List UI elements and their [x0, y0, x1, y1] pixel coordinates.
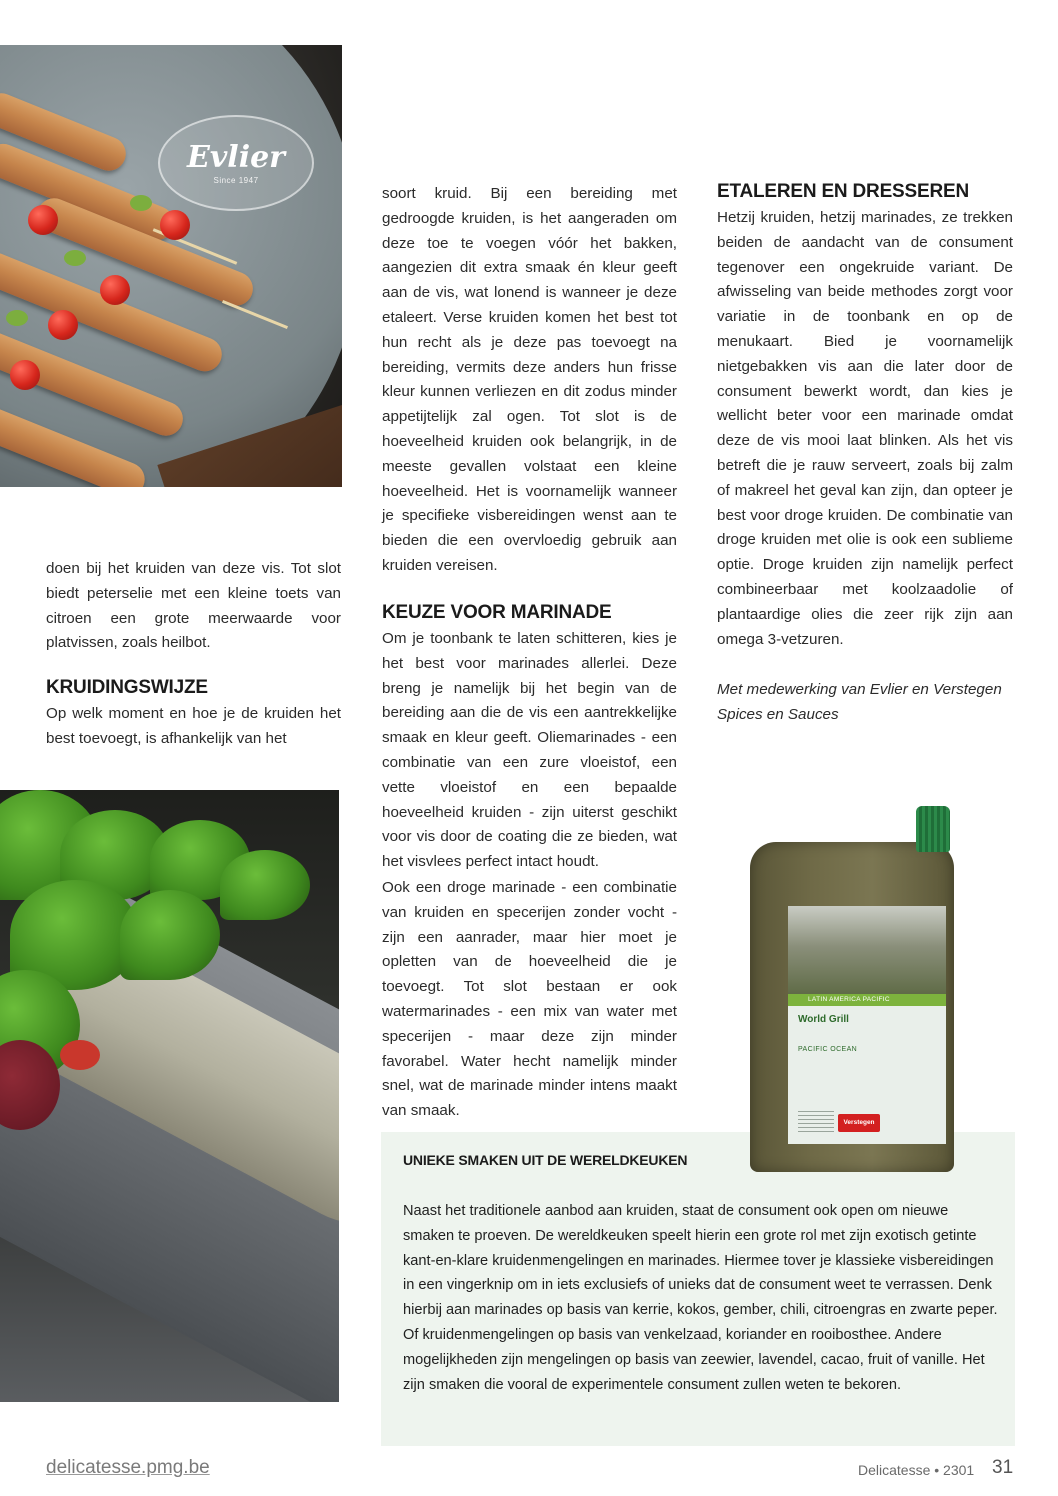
cherry-tomato: [100, 275, 130, 305]
page-number: 31: [992, 1457, 1014, 1478]
middle-paragraph-2: Om je toonbank te laten schitteren, kies je het best voor marinades allerlei. Deze breng je namelijk bij het begin van de bereiding aan die de vis een aantrekkelijke smaak en kleur geeft. Oliemarinades - een combinatie van een zure vloeistof, een vette vloeistof en een bepaalde hoeveelheid kruiden - zijn uiterst geschikt voor vis door de coating die ze bieden, wat het visvlees perfect intact houdt.: [382, 630, 677, 871]
herb-leaf: [130, 195, 152, 211]
middle-paragraph-1: soort kruid. Bij een bereiding met gedroogde kruiden, is het aangeraden om deze toe te voegen vóór het bakken, aangezien dit extra smaak én kleur geeft aan de vis, wat lonend is wanneer je deze etaleert. Verse kruiden komen het best tot hun recht als je deze pas toevoegt na bereiding, vermits deze anders hun frisse kleur kunnen verliezen en dit zodus minder appetijtelijk zal ogen. Tot slot is de hoeveelheid kruiden ook belangrijk, in de meeste gevallen volstaat een kleine hoeveelheid. Het is voornamelijk wanneer je specifieke visbereidingen wenst aan te bieden die een overvloedig gebruik aan kruiden vereisen.: [382, 185, 677, 574]
salad-leaf: [220, 850, 310, 920]
jerrycan-cap: [916, 806, 950, 852]
product-variant: PACIFIC OCEAN: [798, 1046, 858, 1053]
info-box: [381, 1132, 1015, 1446]
logo-since: Since 1947: [213, 175, 259, 185]
product-label: [788, 906, 946, 1144]
credit-line: Met medewerking van Evlier en Verstegen Spices en Sauces: [717, 681, 1002, 723]
herb-leaf: [64, 250, 86, 266]
label-fine-print: [798, 1111, 834, 1133]
logo-brand: Evlier: [187, 139, 285, 175]
middle-paragraph-3: Ook een droge marinade - een combinatie van kruiden en specerijen zonder vocht - zijn een aanrader, maar hier moet je opletten van de hoeveelheid die je toevoegt. Tot slot bestaan er ook watermarinades - een mix van water met specerijen - maar deze zijn minder favorabel. Water hecht namelijk minder snel, wat de marinade minder intens maakt van smaak.: [382, 879, 677, 1120]
machu-picchu-image: [788, 906, 946, 996]
right-paragraph: Hetzij kruiden, hetzij marinades, ze trekken beiden de aandacht van de consument tegenover een ongekruide variant. De afwisseling van beide methodes zorgt voor variatie in de toonbank en op de menukaart. Bied je voornamelijk nietgebakken vis aan die later door de consument bewerkt wordt, dan kies je wellicht beter voor een marinade omdat deze de vis mooi laat blinken. Als het vis betreft die je rauw serveert, zoals bij zalm of makreel het geval kan zijn, dan opteer je best voor droge kruiden. De combinatie van droge kruiden met olie is ook een sublieme optie. Droge kruiden zijn namelijk perfect combineerbaar met koolzaadolie of plantaardige olies die zeer rijk zijn aan omega 3-vetzuren.: [717, 209, 1013, 648]
info-box-title: UNIEKE SMAKEN UIT DE WERELDKEUKEN: [403, 1152, 688, 1168]
footer-url[interactable]: delicatesse.pmg.be: [46, 1457, 210, 1478]
salad-leaf: [120, 890, 220, 980]
product-band: LATIN AMERICA PACIFIC: [788, 994, 946, 1006]
chili-piece: [60, 1040, 100, 1070]
cherry-tomato: [28, 205, 58, 235]
photo-fish-with-greens: [0, 790, 339, 1402]
cherry-tomato: [10, 360, 40, 390]
cherry-tomato: [48, 310, 78, 340]
product-jerrycan: [748, 806, 956, 1174]
photo-shrimp-skewers: [0, 45, 342, 487]
product-name: World Grill: [798, 1014, 849, 1025]
verstegen-logo: Verstegen: [838, 1114, 880, 1132]
evlier-logo: [158, 115, 314, 211]
heading-keuze-voor-marinade: KEUZE VOOR MARINADE: [382, 602, 612, 623]
cherry-tomato: [160, 210, 190, 240]
left-paragraph: Op welk moment en hoe je de kruiden het best toevoegt, is afhankelijk van het: [46, 705, 341, 747]
info-box-text: Naast het traditionele aanbod aan kruiden, staat de consument ook open om nieuwe smaken te proeven. De wereldkeuken speelt hierin een grote rol met zijn exotisch getinte kant-en-klare kruidenmengelingen en marinades. Hiermee tover je klassieke visbereidingen in een vingerknip om in iets exclusiefs of unieks dat de consument weet te verrassen. Denk hierbij aan marinades op basis van kerrie, kokos, gember, chili, citroengras en zwarte peper. Of kruidenmengelingen op basis van venkelzaad, koriander en rooibosthee. Andere mogelijkheden zijn mengelingen op basis van zeewier, lavendel, cacao, fruit of vanille. Het zijn smaken die vooral de experimentele consument zullen weten te bekoren.: [403, 1203, 998, 1393]
footer-magazine: Delicatesse • 2301: [858, 1462, 975, 1478]
heading-etaleren-en-dresseren: ETALEREN EN DRESSEREN: [717, 181, 969, 202]
herb-leaf: [6, 310, 28, 326]
heading-kruidingswijze: KRUIDINGSWIJZE: [46, 677, 208, 698]
left-intro-paragraph: doen bij het kruiden van deze vis. Tot slot biedt peterselie met een kleine toets van citroen een grote meerwaarde voor platvissen, zoals heilbot.: [46, 560, 341, 652]
